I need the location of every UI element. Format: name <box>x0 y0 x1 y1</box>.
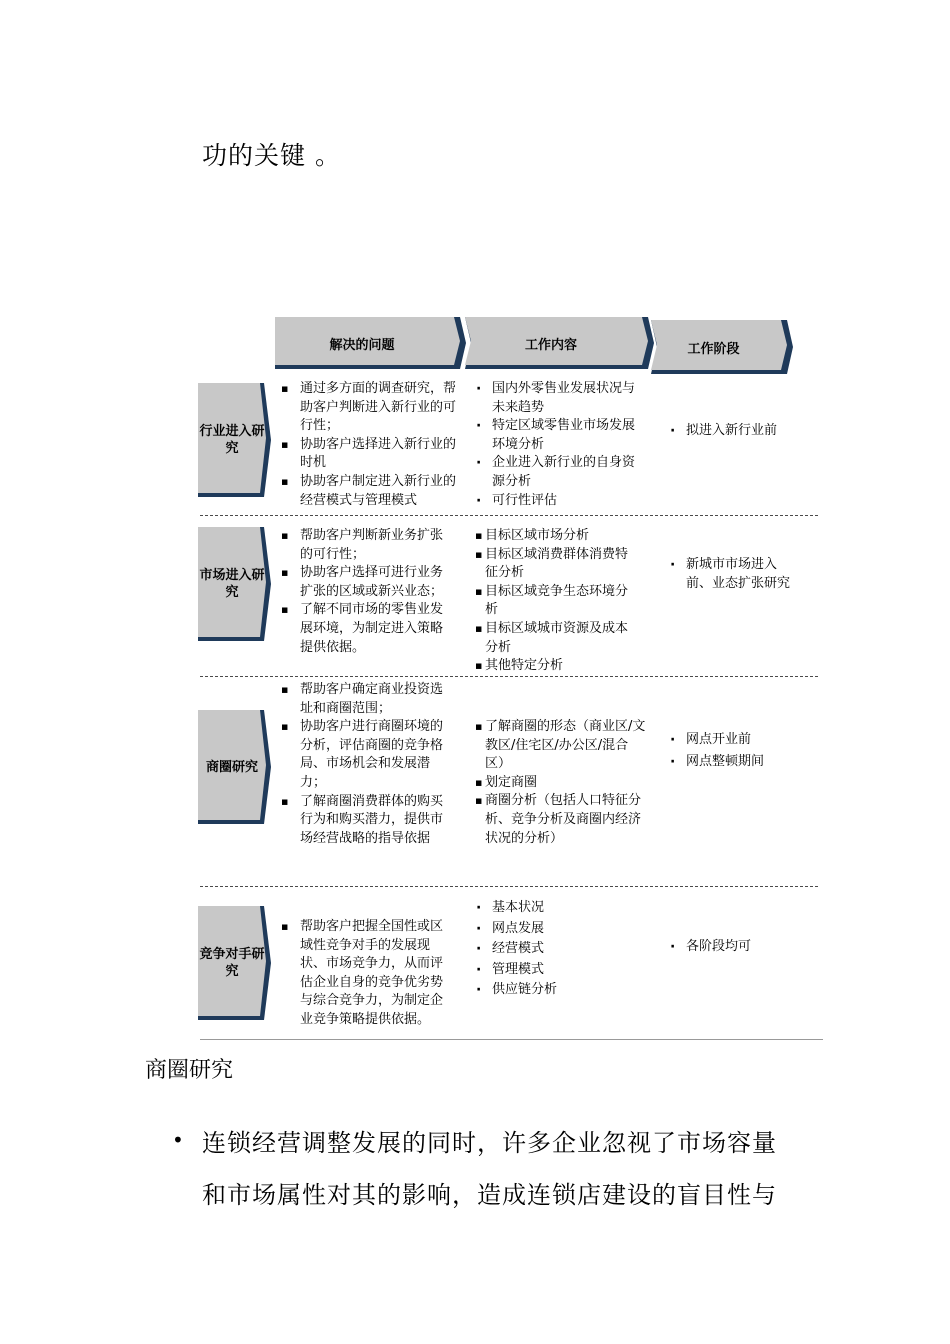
list-item: ▪ 了解商圈消费群体的购买行为和购买潜力，提供市场经营战略的指导依据 <box>281 793 451 849</box>
row-label-text: 行业进入研究 <box>199 424 265 456</box>
paragraph-line: 连锁经营调整发展的同时，许多企业忽视了市场容量 <box>202 1129 777 1157</box>
intro-text: 功的关键 。 <box>202 141 341 170</box>
list-item: · 可行性评估 <box>473 492 643 511</box>
list-item: · 国内外零售业发展状况与未来趋势 <box>473 380 643 417</box>
row2-stage <box>667 556 797 593</box>
row-divider <box>200 886 818 887</box>
row4-stage <box>667 938 797 957</box>
row-label-competitor <box>198 906 272 1020</box>
list-item: · 各阶段均可 <box>667 938 797 957</box>
table-bottom-rule <box>200 1039 823 1040</box>
list-item: · 拟进入新行业前 <box>667 422 807 441</box>
row3-stage <box>667 729 797 773</box>
row2-content <box>475 527 637 676</box>
header-content <box>465 317 655 369</box>
section-title: 商圈研究 <box>145 1058 234 1083</box>
row-label-market <box>198 527 272 641</box>
row2-problems <box>281 527 451 657</box>
list-item: · 经营模式 <box>473 939 633 960</box>
row1-content <box>473 380 643 510</box>
bullet-icon: • <box>172 1128 184 1152</box>
list-item: · 新城市市场进入前、业态扩张研究 <box>667 556 797 593</box>
list-item: ▪ 帮助客户判断新业务扩张的可行性； <box>281 527 451 564</box>
list-item: ▪ 协助客户制定进入新行业的经营模式与管理模式 <box>281 473 461 510</box>
list-item: ▪ 通过多方面的调查研究，帮助客户判断进入新行业的可行性； <box>281 380 461 436</box>
row-divider <box>200 515 818 516</box>
list-item: · 特定区域零售业市场发展环境分析 <box>473 417 643 454</box>
row-divider <box>200 676 818 677</box>
list-item: · 供应链分析 <box>473 980 633 1001</box>
row1-stage <box>667 422 807 441</box>
paragraph-line: 和市场属性对其的影响，造成连锁店建设的盲目性与 <box>202 1181 777 1209</box>
list-item: ▪ 其他特定分析 <box>475 657 637 676</box>
list-item: ▪ 帮助客户确定商业投资选址和商圈范围； <box>281 681 451 718</box>
list-item: ▪ 划定商圈 <box>475 774 647 793</box>
list-item: · 网点发展 <box>473 919 633 940</box>
row1-problems <box>281 380 461 510</box>
list-item: · 基本状况 <box>473 898 633 919</box>
header-content-label: 工作内容 <box>524 337 577 353</box>
row4-problems <box>281 918 451 1030</box>
row-label-trade-area <box>198 710 272 824</box>
list-item: ▪ 目标区域城市资源及成本分析 <box>475 620 637 657</box>
list-item: ▪ 协助客户选择可进行业务扩张的区域或新兴业态； <box>281 564 451 601</box>
header-problems-label: 解决的问题 <box>329 337 395 353</box>
list-item: ▪ 目标区域竞争生态环境分析 <box>475 583 637 620</box>
row-label-industry <box>198 383 272 497</box>
row3-content <box>475 718 647 848</box>
list-item: ▪ 商圈分析（包括人口特征分析、竞争分析及商圈内经济状况的分析） <box>475 792 647 848</box>
row-label-text: 商圈研究 <box>205 759 258 775</box>
list-item: ▪ 目标区域消费群体消费特征分析 <box>475 546 637 583</box>
row3-problems <box>281 681 451 848</box>
row-label-text: 市场进入研究 <box>199 568 265 600</box>
list-item: ▪ 帮助客户把握全国性或区域性竞争对手的发展现状、市场竞争力，从而评估企业自身的竞争优劣势与综合竞争力，为制定企业竞争策略提供依据。 <box>281 918 451 1030</box>
row4-content <box>473 898 633 1001</box>
header-problems <box>275 317 467 369</box>
row-label-text: 竞争对手研究 <box>199 947 265 979</box>
list-item: ▪ 协助客户进行商圈环境的分析，评估商圈的竞争格局、市场机会和发展潜力； <box>281 718 451 792</box>
list-item: ▪ 协助客户选择进入新行业的时机 <box>281 436 461 473</box>
list-item: · 企业进入新行业的自身资源分析 <box>473 454 643 491</box>
header-stage-label: 工作阶段 <box>687 341 740 357</box>
header-stage <box>651 320 794 374</box>
list-item: · 管理模式 <box>473 960 633 981</box>
list-item: ▪ 目标区域市场分析 <box>475 527 637 546</box>
list-item: ▪ 了解不同市场的零售业发展环境，为制定进入策略提供依据。 <box>281 601 451 657</box>
list-item: · 网点开业前 <box>667 729 797 751</box>
list-item: · 网点整顿期间 <box>667 751 797 773</box>
list-item: ▪ 了解商圈的形态（商业区/文教区/住宅区/办公区/混合区） <box>475 718 647 774</box>
